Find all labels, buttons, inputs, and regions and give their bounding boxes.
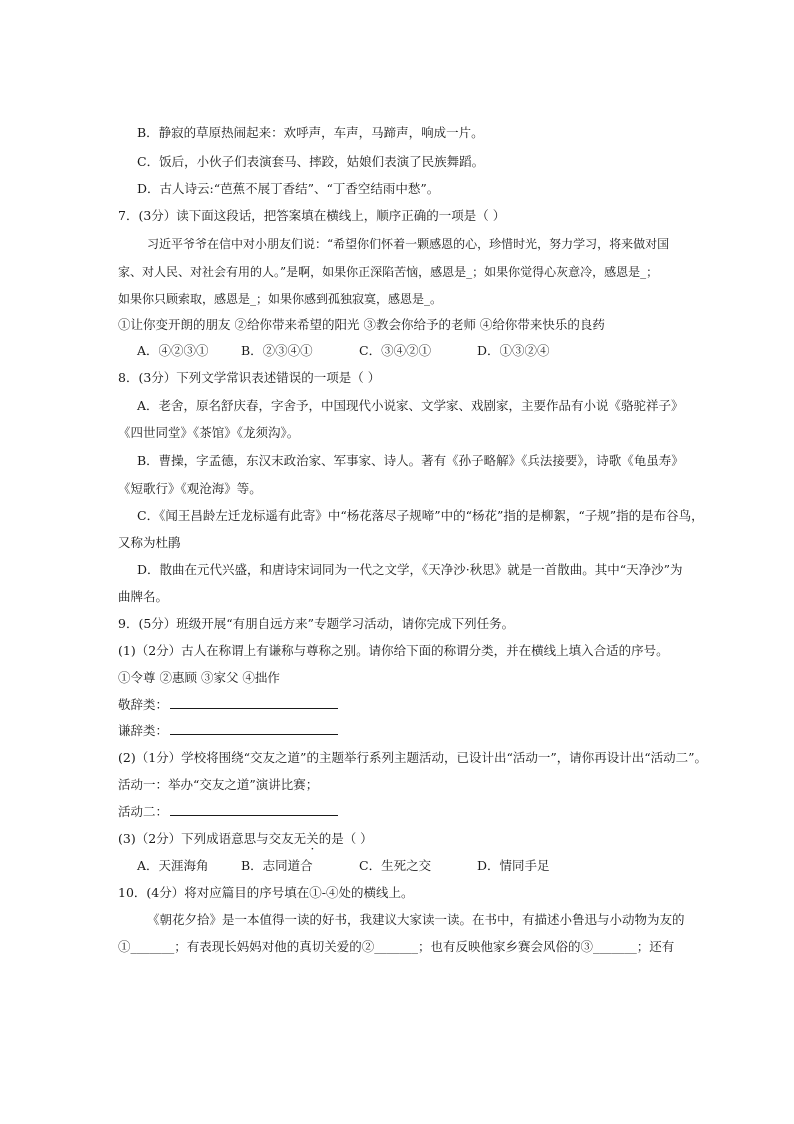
q9-part1-items: ①令尊 ②惠顾 ③家父 ④拙作 xyxy=(118,670,280,685)
q8-stem: 8．(3分）下列文学常识表述错误的一项是（ ） xyxy=(118,370,381,385)
respect-label: 敬辞类： xyxy=(118,697,169,712)
q8-line-d1: D．散曲在元代兴盛，和唐诗宋词同为一代之文学，《天净沙·秋思》就是一首散曲。其中“天净沙”为 xyxy=(137,562,683,577)
activity-two-label: 活动二： xyxy=(118,804,169,819)
q8-line-c2: 又称为杜鹃 xyxy=(118,535,181,550)
q9-activity-one: 活动一：举办“交友之道”演讲比赛； xyxy=(118,777,319,792)
q8-line-a1: A．老舍，原名舒庆春，字舍予，中国现代小说家、文学家、戏剧家，主要作品有小说《骆驼祥子》 xyxy=(137,398,684,413)
q9-part3-options xyxy=(137,857,550,875)
emphasis-mark: 关 xyxy=(306,831,319,846)
activity-two-blank[interactable] xyxy=(170,803,338,816)
q8-line-d2: 曲牌名。 xyxy=(118,589,169,604)
q8-line-b1: B．曹操，字孟德，东汉末政治家、军事家、诗人。著有《孙子略解》《兵法接要》，诗歌《龟虽寿》 xyxy=(137,453,684,468)
q7-stem: 7．(3分）读下面这段话，把答案填在横线上，顺序正确的一项是（ ） xyxy=(118,208,506,223)
humble-label: 谦辞类： xyxy=(118,723,169,738)
q9-option-d: D．情同手足 xyxy=(477,858,550,873)
q8-line-a2: 《四世同堂》《茶馆》《龙须沟》。 xyxy=(118,425,300,440)
q6-option-d: D．古人诗云:“芭蕉不展丁香结”、“丁香空结雨中愁”。 xyxy=(137,181,440,196)
q10-line-1: 《朝花夕拾》是一本值得一读的好书，我建议大家读一读。在书中，有描述小鲁迅与小动物为友的 xyxy=(147,912,685,927)
q9-stem: 9．(5分）班级开展“有朋自远方来”专题学习活动，请你完成下列任务。 xyxy=(118,616,515,631)
q7-passage-line-2: 家、对人民、对社会有用的人。”是啊，如果你正深陷苦恼，感恩是_；如果你觉得心灰意冷，感恩是_； xyxy=(118,265,659,279)
q9-part1: (1)（2分）古人在称谓上有谦称与尊称之别。请你给下面的称谓分类，并在横线上填入合适的序号。 xyxy=(118,643,669,658)
q7-option-a: A．④②③① xyxy=(137,343,209,358)
q9-respect-row xyxy=(118,696,338,714)
q6-option-b: B．静寂的草原热闹起来：欢呼声，车声，马蹄声，响成一片。 xyxy=(137,125,484,140)
q9-activity-two-row xyxy=(118,803,338,821)
q9-part3: (3)（2分）下列成语意思与交友无关的是（ ） xyxy=(118,831,373,846)
q7-options xyxy=(137,342,550,360)
q8-line-c1: C．《闻王昌龄左迁龙标遥有此寄》中“杨花落尽子规啼”中的“杨花”指的是柳絮，“子规”指的是布谷鸟， xyxy=(137,508,704,523)
respect-answer-blank[interactable] xyxy=(170,696,338,709)
q9-part2: (2)（1分）学校将围绕“交友之道”的主题举行系列主题活动，已设计出“活动一”，请你再设计出“活动二”。 xyxy=(118,750,708,765)
q8-line-b2: 《短歌行》《观沧海》等。 xyxy=(118,481,262,496)
humble-answer-blank[interactable] xyxy=(170,722,338,735)
q10-stem: 10．(4分）将对应篇目的序号填在①-④处的横线上。 xyxy=(118,885,414,900)
q7-option-c: C．③④②① xyxy=(359,343,432,358)
q7-option-b: B．②③④① xyxy=(241,343,313,358)
q9-option-c: C．生死之交 xyxy=(359,858,432,873)
q7-passage-line-1: 习近平爷爷在信中对小朋友们说：“希望你们怀着一颗感恩的心，珍惜时光，努力学习，将来做对国 xyxy=(147,237,670,251)
q7-option-d: D．①③②④ xyxy=(477,343,550,358)
q9-option-b: B．志同道合 xyxy=(241,858,313,873)
q7-items: ①让你变开朗的朋友 ②给你带来希望的阳光 ③教会你给予的老师 ④给你带来快乐的良药 xyxy=(118,317,605,332)
q10-line-2: ①_______；有表现长妈妈对他的真切关爱的②_______；也有反映他家乡赛会风俗的③_______；还有 xyxy=(118,939,675,954)
q6-option-c: C．饭后，小伙子们表演套马、摔跤，姑娘们表演了民族舞蹈。 xyxy=(137,154,485,169)
q7-passage-line-3: 如果你只顾索取，感恩是_；如果你感到孤独寂寞，感恩是_。 xyxy=(118,292,443,306)
q9-option-a: A．天涯海角 xyxy=(137,858,209,873)
q9-humble-row xyxy=(118,722,338,740)
